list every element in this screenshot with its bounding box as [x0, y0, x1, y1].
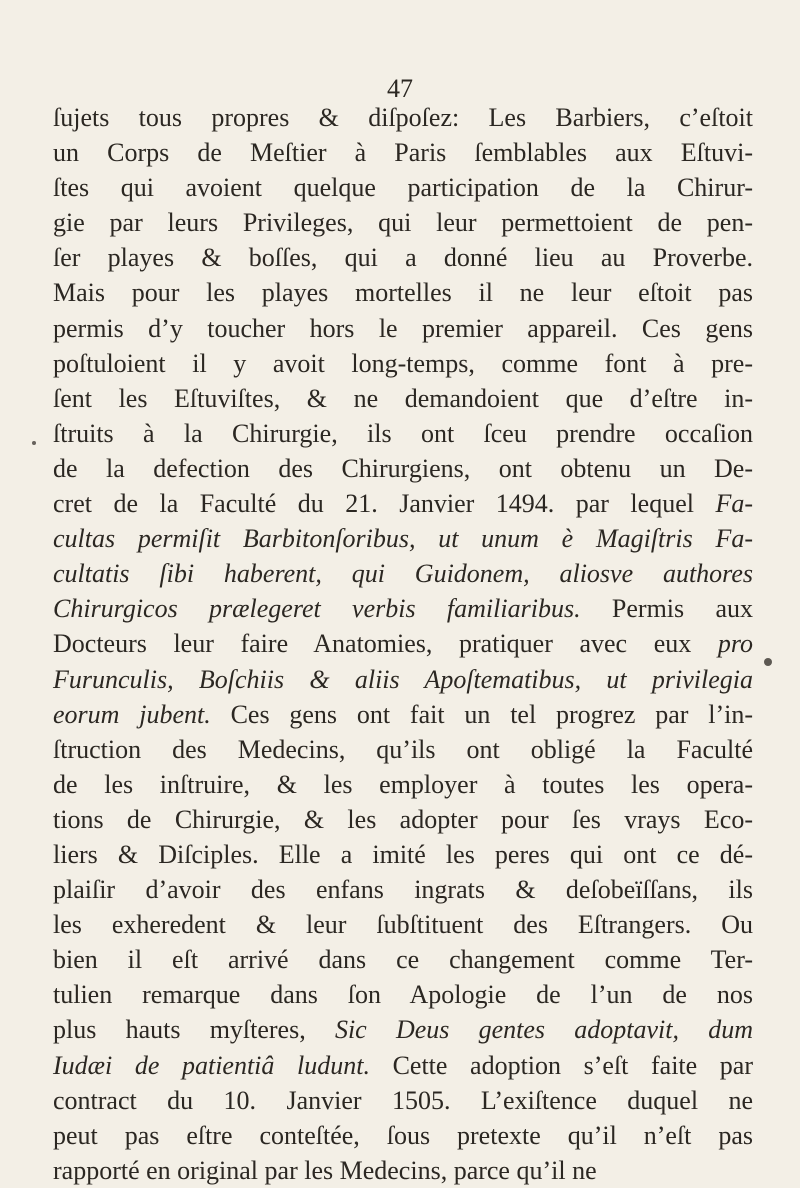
text-line — [53, 100, 753, 135]
italic-latin-segment: Fa- — [715, 489, 753, 519]
text-segment: contract du 10. Janvier 1505. L’exiſtence duquel ne — [53, 1085, 753, 1115]
text-line — [53, 556, 753, 591]
text-line — [53, 626, 753, 661]
text-line — [53, 311, 753, 346]
text-segment: Docteurs leur faire Anatomies, pratiquer avec eux — [53, 629, 718, 659]
text-segment: ſujets tous propres & diſpoſez: Les Barbiers, c’eſtoit — [53, 103, 753, 132]
text-segment: permis d’y toucher hors le premier appareil. Ces gens — [53, 313, 753, 343]
text-line — [53, 872, 753, 907]
margin-ink-mark — [32, 441, 36, 445]
text-line — [53, 697, 753, 732]
text-segment: plus hauts myſteres, — [53, 1015, 335, 1045]
text-segment: Cette adoption s’eſt faite par — [369, 1050, 753, 1080]
text-segment: ſer playes & boſſes, qui a donné lieu au Proverbe. — [53, 243, 753, 273]
text-segment: Permis aux — [580, 594, 754, 624]
text-segment: liers & Diſciples. Elle a imité les peres qui ont ce dé- — [53, 839, 753, 869]
body-text — [53, 100, 753, 1188]
text-segment: de la defection des Chirurgiens, ont obtenu un De- — [53, 453, 753, 483]
italic-latin-segment: Iudæi de patientiâ ludunt. — [53, 1050, 370, 1080]
text-line — [53, 1083, 753, 1118]
text-line — [53, 662, 753, 697]
text-segment: peut pas eſtre conteſtée, ſous pretexte qu’il n’eſt pas — [53, 1120, 753, 1150]
text-line — [53, 135, 753, 170]
italic-latin-segment: Furunculis, Boſchiis & aliis Apoſtematibus, ut privilegia — [53, 664, 753, 694]
text-segment: poſtuloient il y avoit long-temps, comme font à pre- — [53, 348, 753, 378]
text-segment: ſent les Eſtuviſtes, & ne demandoient que d’eſtre in- — [53, 383, 753, 413]
text-line — [53, 837, 753, 872]
text-segment: rapporté en original par les Medecins, parce qu’il ne — [53, 1155, 597, 1185]
italic-latin-segment: pro — [717, 629, 753, 659]
text-line — [53, 346, 753, 381]
text-line — [53, 1012, 753, 1047]
text-segment: ſtruction des Medecins, qu’ils ont obligé la Faculté — [53, 734, 753, 764]
text-segment: gie par leurs Privileges, qui leur permettoient de pen- — [53, 208, 753, 238]
text-segment: plaiſir d’avoir des enfans ingrats & deſobeïſſans, ils — [53, 875, 753, 905]
text-line — [53, 1153, 753, 1188]
text-line — [53, 240, 753, 275]
text-segment: un Corps de Meſtier à Paris ſemblables aux Eſtuvi- — [53, 138, 753, 168]
italic-latin-segment: eorum jubent. — [53, 699, 211, 729]
text-segment: bien il eſt arrivé dans ce changement comme Ter- — [53, 945, 753, 975]
text-line — [53, 275, 753, 310]
text-line — [53, 381, 753, 416]
text-line — [53, 977, 753, 1012]
text-line — [53, 205, 753, 240]
text-line — [53, 802, 753, 837]
text-line — [53, 591, 753, 626]
page-number: 47 — [387, 74, 413, 103]
italic-latin-segment: Chirurgicos prælegeret verbis familiaribus. — [53, 594, 581, 624]
text-line — [53, 486, 753, 521]
text-line — [53, 521, 753, 556]
text-segment: les exheredent & leur ſubſtituent des Eſtrangers. Ou — [53, 910, 753, 940]
text-line — [53, 907, 753, 942]
text-line — [53, 732, 753, 767]
italic-latin-segment: cultas permiſit Barbitonſoribus, ut unum è Magiſtris Fa- — [53, 524, 753, 554]
text-line — [53, 416, 753, 451]
text-segment: ſtes qui avoient quelque participation de la Chirur- — [53, 173, 753, 203]
text-line — [53, 1118, 753, 1153]
text-segment: tulien remarque dans ſon Apologie de l’un de nos — [53, 980, 753, 1010]
text-line — [53, 1048, 753, 1083]
text-segment: tions de Chirurgie, & les adopter pour ſes vrays Eco- — [53, 804, 753, 834]
text-segment: Ces gens ont fait un tel progrez par l’in- — [210, 699, 754, 729]
text-segment: Mais pour les playes mortelles il ne leur eſtoit pas — [53, 278, 753, 308]
text-line — [53, 767, 753, 802]
text-segment: cret de la Faculté du 21. Janvier 1494. par lequel — [53, 489, 716, 519]
text-line — [53, 170, 753, 205]
text-line — [53, 451, 753, 486]
ink-spot — [764, 658, 772, 666]
text-segment: ſtruits à la Chirurgie, ils ont ſceu prendre occaſion — [53, 418, 753, 448]
text-segment: de les inſtruire, & les employer à toutes les opera- — [53, 769, 753, 799]
text-line — [53, 942, 753, 977]
italic-latin-segment: cultatis ſibi haberent, qui Guidonem, aliosve authores — [53, 559, 753, 589]
italic-latin-segment: Sic Deus gentes adoptavit, dum — [334, 1015, 753, 1045]
